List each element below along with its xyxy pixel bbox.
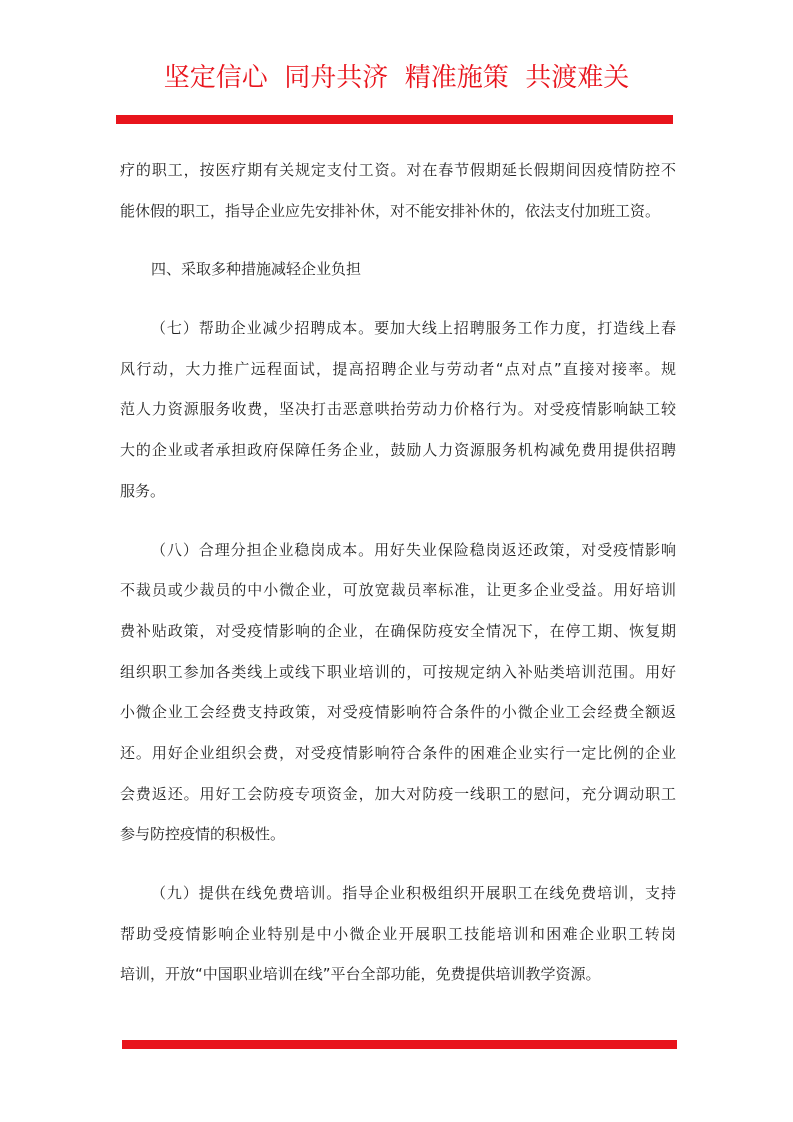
paragraph-gap — [120, 231, 676, 249]
paragraph-8-line: 还。用好企业组织会费，对受疫情影响符合条件的困难企业实行一定比例的企业 — [120, 743, 676, 762]
paragraph-8-line: 费补贴政策，对受疫情影响的企业，在确保防疫安全情况下，在停工期、恢复期 — [120, 621, 676, 640]
paragraph-7-line: 大的企业或者承担政府保障任务企业，鼓励人力资源服务机构减免费用提供招聘 — [120, 441, 676, 460]
paragraph-8-line: 小微企业工会经费支持政策，对受疫情影响符合条件的小微企业工会经费全额返 — [120, 703, 676, 722]
paragraph-9-line: 帮助受疫情影响企业特别是中小微企业开展职工技能培训和困难企业职工转岗 — [120, 924, 676, 943]
paragraph-8-line: 参与防控疫情的积极性。 — [120, 825, 286, 844]
paragraph-7-line: （七）帮助企业减少招聘成本。要加大线上招聘服务工作力度，打造线上春 — [151, 319, 676, 338]
intro-line: 疗的职工，按医疗期有关规定支付工资。对在春节假期延长假期间因疫情防控不 — [120, 161, 676, 179]
paragraph-8-line: 会费返还。用好工会防疫专项资金，加大对防疫一线职工的慰问，充分调动职工 — [120, 784, 676, 803]
document-body — [120, 150, 676, 995]
paragraph-9-line: 培训，开放“中国职业培训在线”平台全部功能，免费提供培训教学资源。 — [120, 965, 601, 984]
paragraph-gap — [120, 855, 676, 873]
paragraph-7-line: 风行动，大力推广远程面试，提高招聘企业与劳动者“点对点”直接对接率。规 — [120, 359, 676, 378]
bottom-red-rule — [122, 1040, 677, 1049]
paragraph-gap — [120, 512, 676, 530]
paragraph-8-line: 不裁员或少裁员的中小微企业，可放宽裁员率标准，让更多企业受益。用好培训 — [120, 581, 676, 600]
paragraph-9-line: （九）提供在线免费培训。指导企业积极组织开展职工在线免费培训，支持 — [151, 884, 676, 902]
paragraph-gap — [120, 290, 676, 308]
paragraph-7-line: 服务。 — [120, 481, 166, 500]
intro-line: 能休假的职工，指导企业应先安排补休，对不能安排补休的，依法支付加班工资。 — [120, 201, 661, 220]
paragraph-8-line: 组织职工参加各类线上或线下职业培训的，可按规定纳入补贴类培训范围。用好 — [120, 662, 676, 681]
page-banner-title: 坚定信心 同舟共济 精准施策 共渡难关 — [163, 63, 630, 93]
section-heading: 四、采取多种措施减轻企业负担 — [151, 260, 362, 279]
paragraph-8-line: （八）合理分担企业稳岗成本。用好失业保险稳岗返还政策，对受疫情影响 — [151, 540, 676, 559]
paragraph-7-line: 范人力资源服务收费，坚决打击恶意哄抬劳动力价格行为。对受疫情影响缺工较 — [120, 400, 676, 419]
top-red-rule — [116, 115, 673, 124]
